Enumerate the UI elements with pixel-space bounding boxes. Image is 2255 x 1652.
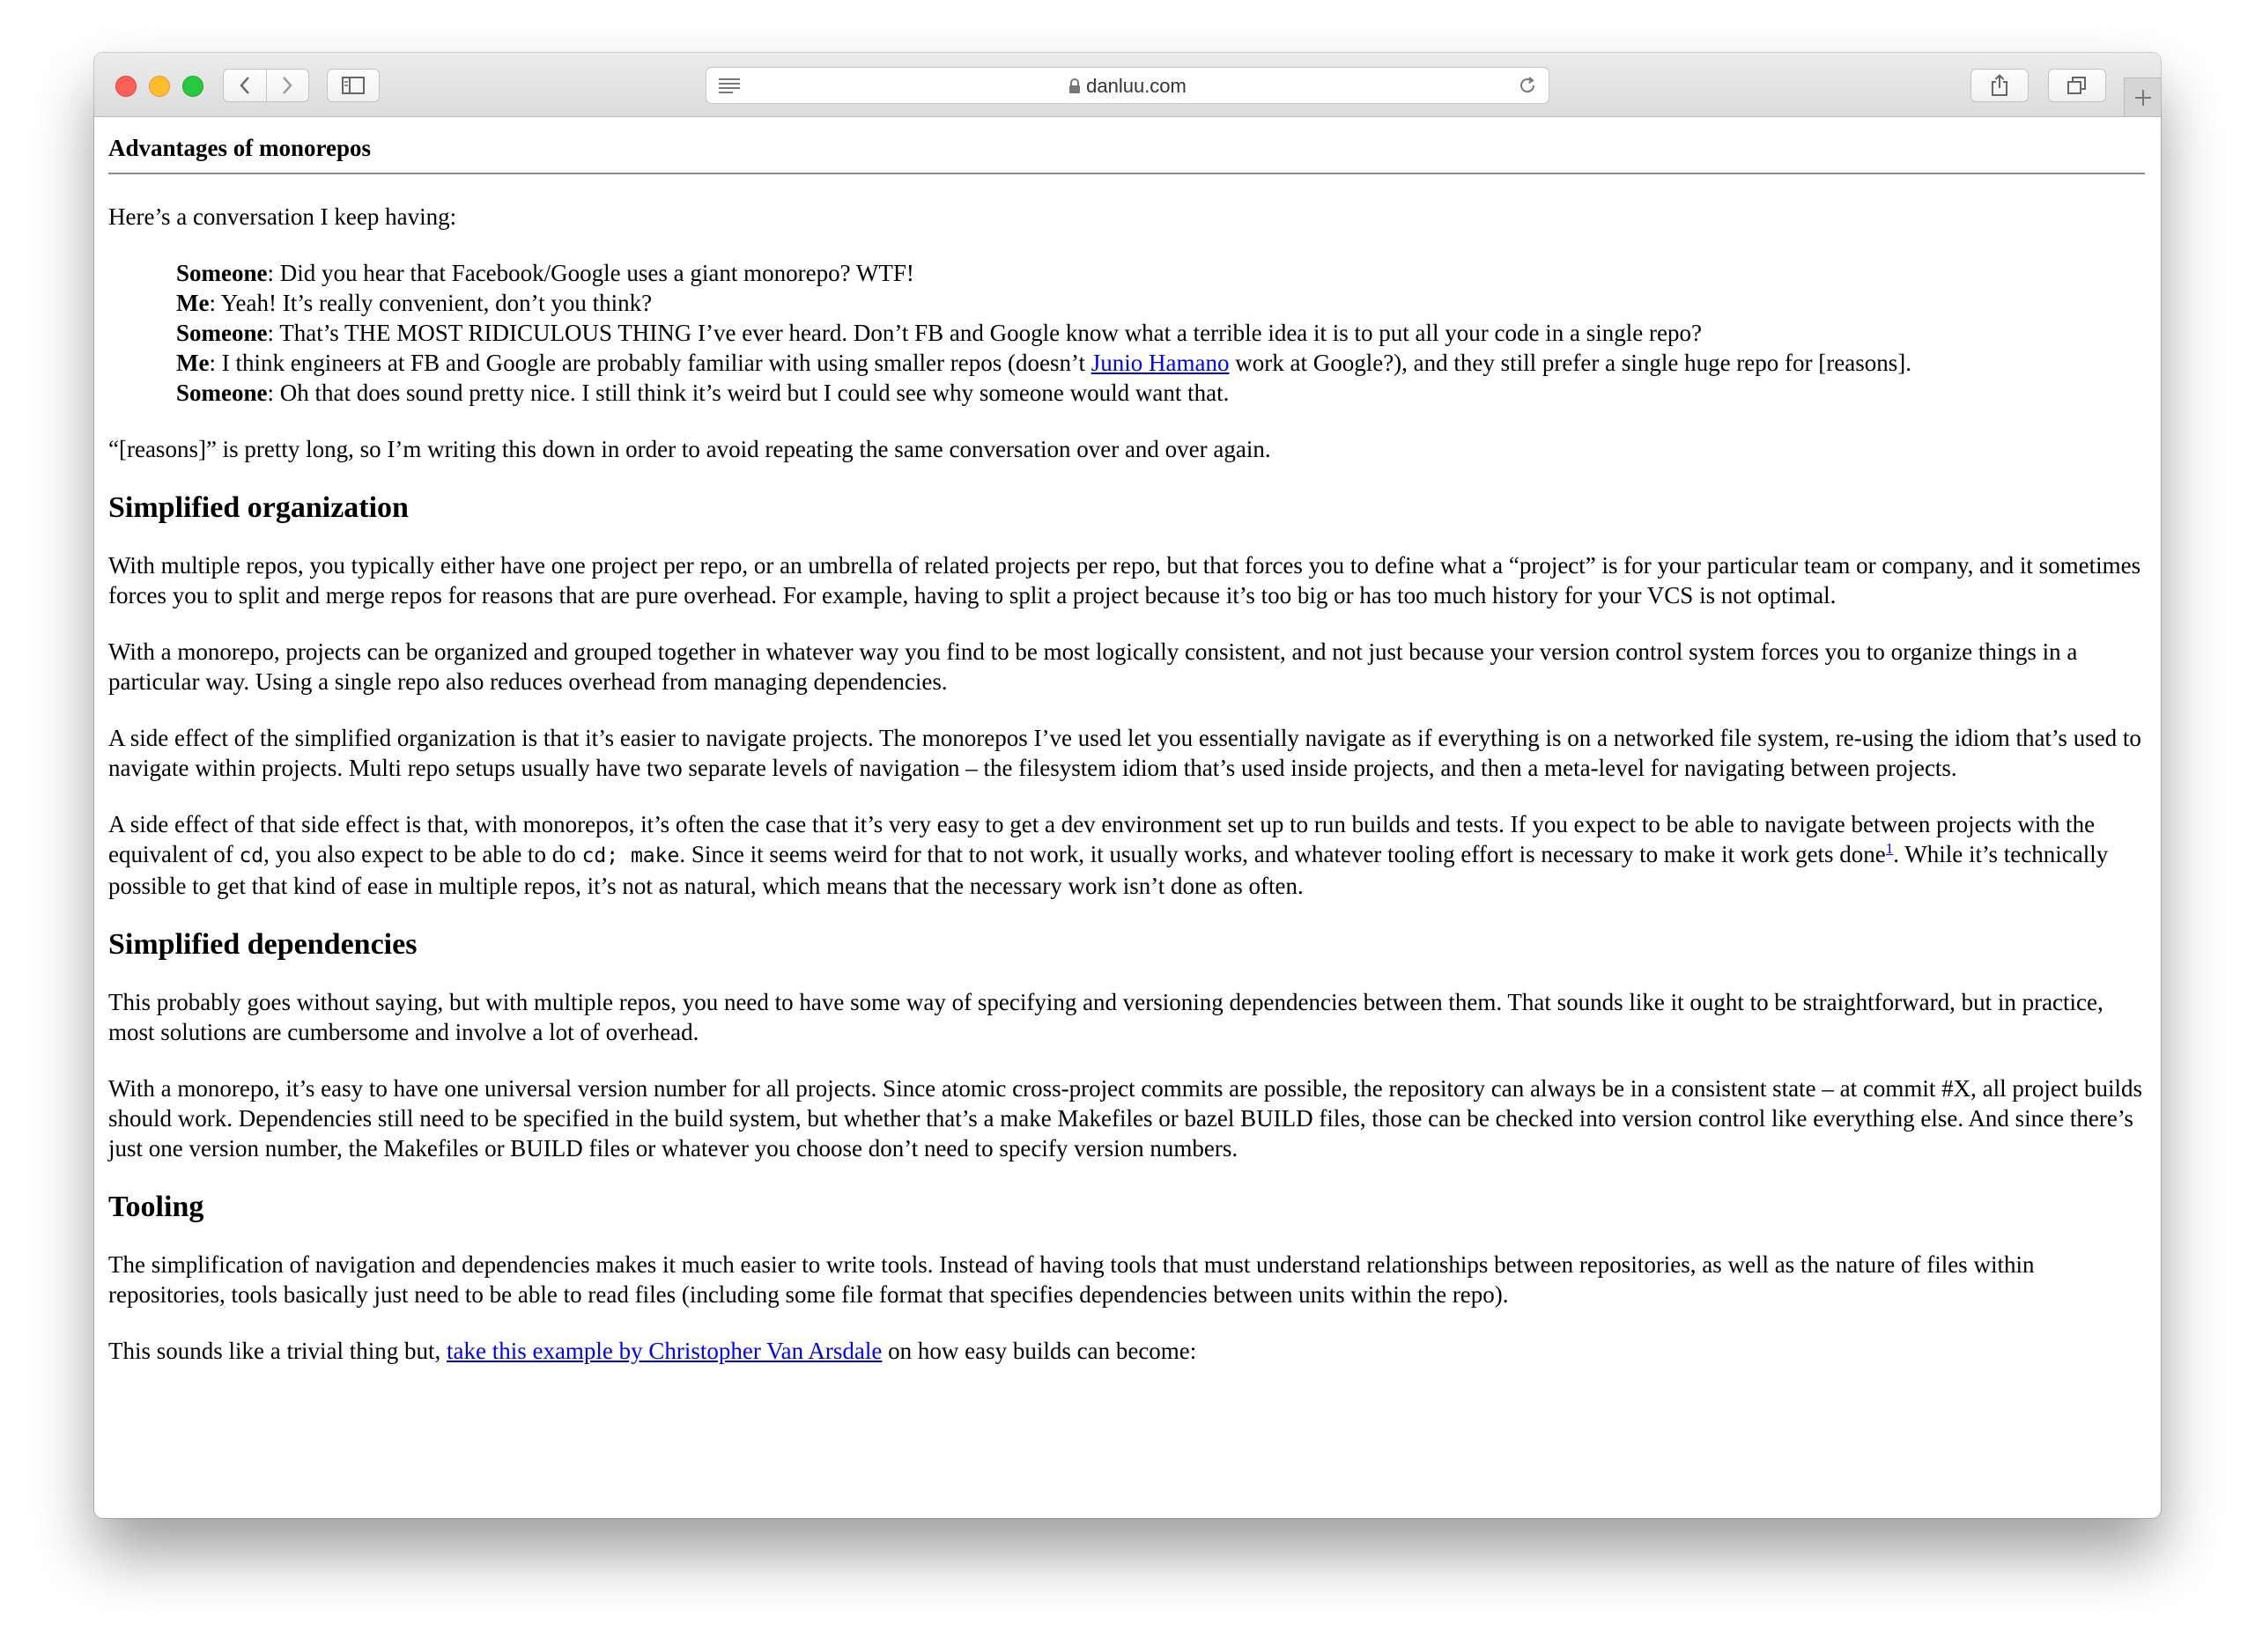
junio-hamano-link[interactable]: Junio Hamano	[1091, 350, 1230, 376]
chevron-left-icon	[239, 76, 251, 95]
paragraph: With a monorepo, it’s easy to have one universal version number for all projects. Since atomic cross-project commits are possible, the repository can always be in a consistent state – at commit #X, all project builds should work. Dependencies still need to be specified in the build system, but whether that’s a make Makefiles or bazel BUILD files, those can be checked into version control like everything else. And since there’s just one version number, the Makefiles or BUILD files or whatever you choose don’t need to specify version numbers.	[108, 1075, 2143, 1162]
url-display[interactable]	[706, 75, 1549, 100]
heading-simplified-organization: Simplified organization	[108, 491, 409, 524]
plus-icon	[2133, 88, 2153, 107]
browser-toolbar	[94, 53, 2161, 117]
inline-code: cd	[239, 844, 264, 867]
paragraph: With a monorepo, projects can be organized and grouped together in whatever way you find to be most logically consistent, and not just because your version control system forces you to organize things in a particular way. Using a single repo also reduces overhead from managing dependencies.	[108, 638, 2078, 695]
lock-icon	[1068, 77, 1081, 100]
conversation-line: Me: Yeah! It’s really convenient, don’t you think?	[176, 290, 653, 316]
speaker: Me	[176, 350, 210, 376]
conversation-line: Someone: Did you hear that Facebook/Google uses a giant monorepo? WTF!	[176, 260, 914, 286]
reload-icon	[1517, 75, 1538, 96]
history-nav	[223, 69, 309, 102]
paragraph: A side effect of that side effect is that, with monorepos, it’s often the case that it’s very easy to get a dev environment set up to run builds and tests. If you expect to be able to navigate between projects with the equivalent of cd, you also expect to be able to do cd; make. Since it seems weird for that to not work, it usually works, and whatever tooling effort is necessary to make it work gets done$^1$. While it’s technically possible to get that kind of ease in multiple repos, it’s not as natural, which means that the necessary work isn’t done as often.	[108, 811, 2109, 899]
conversation-line: Someone: That’s THE MOST RIDICULOUS THING I’ve ever heard. Don’t FB and Google know what a terrible idea it is to put all your code in a single repo?	[176, 320, 1702, 346]
sidebar-toggle-button[interactable]	[327, 69, 380, 102]
page-content	[94, 117, 2161, 1518]
close-window-button[interactable]	[115, 76, 137, 97]
speaker: Someone	[176, 320, 268, 346]
minimize-window-button[interactable]	[149, 76, 170, 97]
intro-paragraph: Here’s a conversation I keep having:	[108, 203, 457, 230]
paragraph: With multiple repos, you typically either have one project per repo, or an umbrella of related projects per repo, but that forces you to define what a “project” is for your particular team or company, and it sometimes forces you to split and merge repos for reasons that are pure overhead. For example, having to split a project because it’s too big or has too much history for your VCS is not optimal.	[108, 552, 2141, 608]
show-tabs-button[interactable]	[2048, 69, 2106, 102]
url-text: danluu.com	[1086, 75, 1187, 97]
speaker: Someone	[176, 260, 268, 286]
speaker: Me	[176, 290, 210, 316]
paragraph: This sounds like a trivial thing but, take this example by Christopher Van Arsdale on how easy builds can become:	[108, 1338, 1197, 1364]
footnote-link[interactable]: 1	[1885, 840, 1894, 857]
sidebar-icon	[342, 77, 365, 94]
heading-simplified-dependencies: Simplified dependencies	[108, 928, 418, 961]
page-title: Advantages of monorepos	[108, 135, 372, 161]
tabs-icon	[2066, 76, 2088, 95]
chevron-right-icon	[281, 76, 293, 95]
browser-window	[94, 53, 2161, 1518]
paragraph: A side effect of the simplified organization is that it’s easier to navigate projects. The monorepos I’ve used let you essentially navigate as if everything is on a networked file system, re-using the idiom that’s used to navigate within projects. Multi repo setups usually have two separate levels of navigation – the filesystem idiom that’s used inside projects, and then a meta-level for navigating between projects.	[108, 725, 2141, 781]
conversation-quote	[176, 258, 2148, 408]
address-bar[interactable]	[706, 67, 1549, 104]
share-button[interactable]	[1970, 69, 2029, 102]
christopher-van-arsdale-link[interactable]: take this example by Christopher Van Arsdale	[446, 1338, 883, 1364]
speaker: Someone	[176, 380, 268, 406]
conversation-line: Me: I think engineers at FB and Google are probably familiar with using smaller repos (doesn’t Junio Hamano work at Google?), and they still prefer a single huge repo for [reasons].	[176, 350, 1911, 376]
reload-button[interactable]	[1517, 75, 1538, 100]
paragraph: This probably goes without saying, but with multiple repos, you need to have some way of specifying and versioning dependencies between them. That sounds like it ought to be straightforward, but in practice, most solutions are cumbersome and involve a lot of overhead.	[108, 989, 2103, 1045]
back-button[interactable]	[224, 70, 266, 101]
share-icon	[1990, 74, 2009, 97]
paragraph: The simplification of navigation and dependencies makes it much easier to write tools. Instead of having tools that must understand relationships between repositories, as well as the nature of files within repositories, tools basically just need to be able to read files (including some file format that specifies dependencies between units within the repo).	[108, 1251, 2035, 1308]
conversation-line: Someone: Oh that does sound pretty nice. I still think it’s weird but I could see why someone would want that.	[176, 380, 1230, 406]
zoom-window-button[interactable]	[182, 76, 203, 97]
inline-code: cd; make	[581, 844, 680, 867]
forward-button[interactable]	[266, 70, 309, 101]
reasons-paragraph: “[reasons]” is pretty long, so I’m writing this down in order to avoid repeating the same conversation over and over again.	[108, 436, 1271, 462]
new-tab-button[interactable]	[2124, 77, 2161, 116]
title-divider	[108, 173, 2145, 174]
heading-tooling: Tooling	[108, 1191, 204, 1223]
article	[108, 202, 2148, 1392]
